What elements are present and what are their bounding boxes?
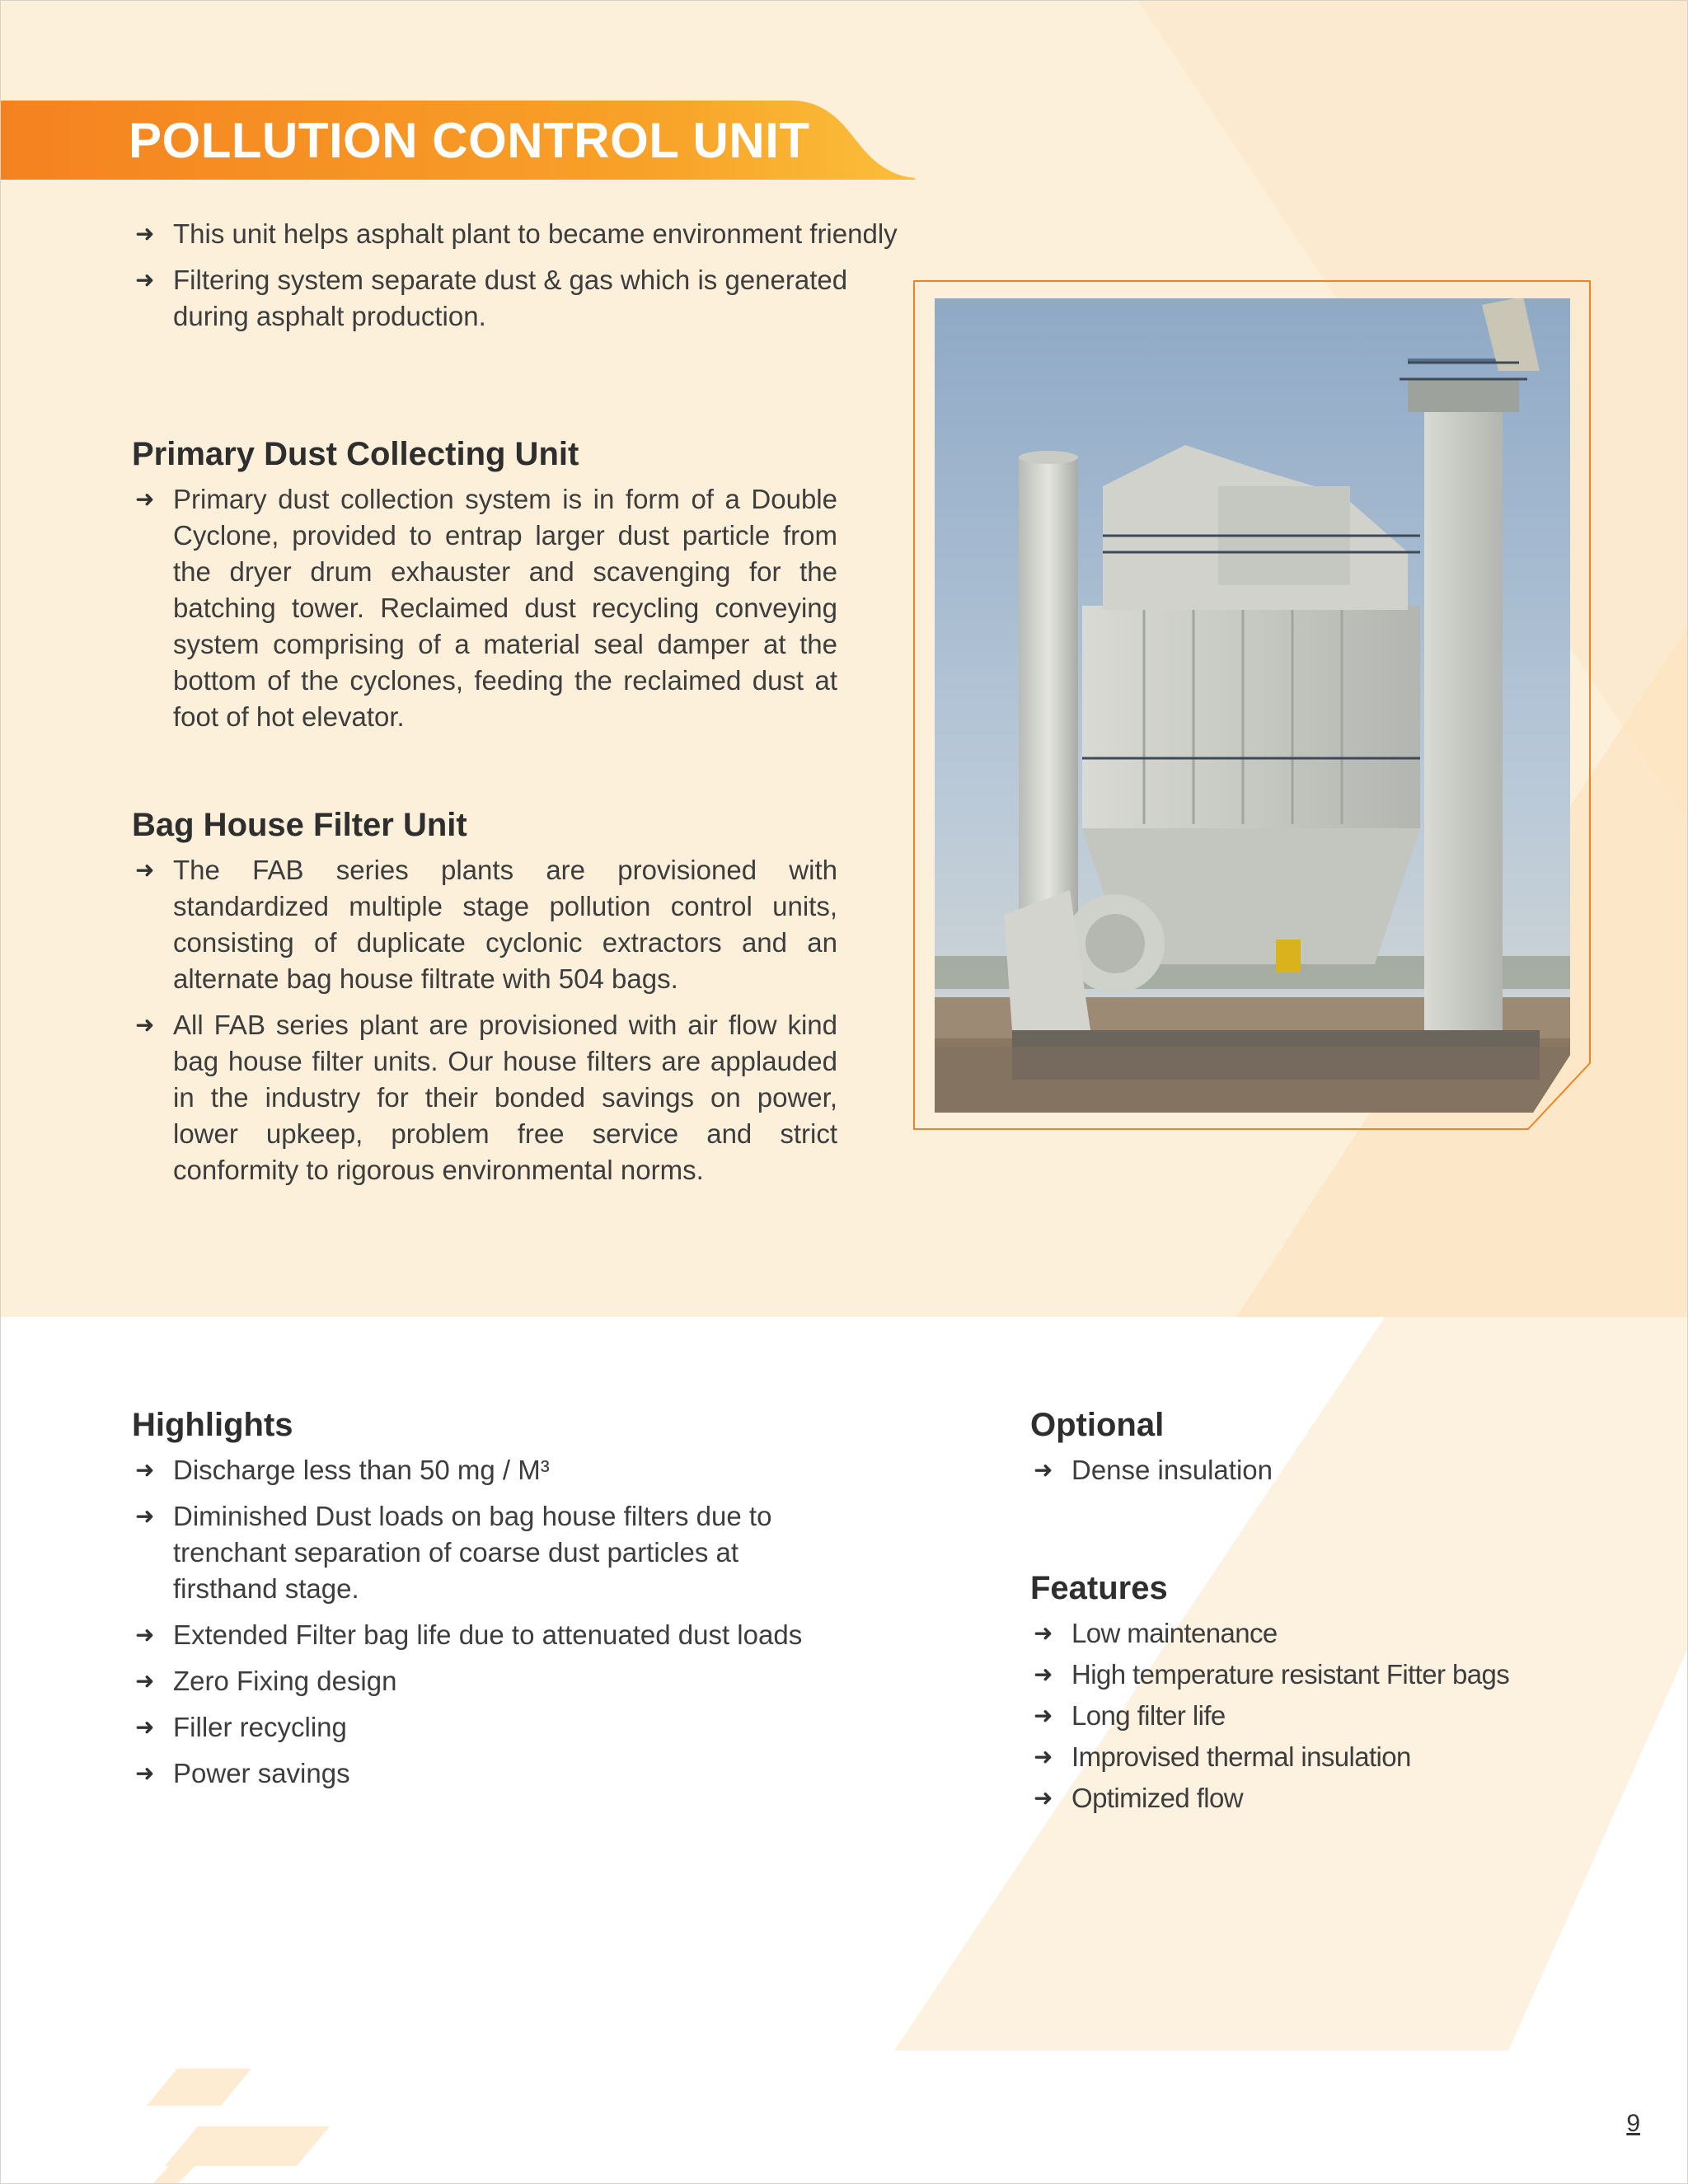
arrow-icon: ➜ (135, 486, 155, 512)
list-item: ➜ All FAB series plant are provisioned with air flow kind bag house filter units. Our house filters are applauded in the industry for their bonded savings on power, lower upkeep, problem free service and strict conformity to rigorous environmental norms. (132, 1007, 837, 1188)
list-item: ➜ Filtering system separate dust & gas which is generated during asphalt production. (132, 262, 907, 335)
list-item: ➜ Filler recycling (132, 1709, 824, 1746)
highlights-heading: Highlights (132, 1407, 293, 1443)
primary-dust-heading: Primary Dust Collecting Unit (132, 436, 579, 472)
page-title: POLLUTION CONTROL UNIT (129, 113, 810, 168)
arrow-icon: ➜ (1034, 1620, 1053, 1646)
features-list (1030, 1615, 1624, 1821)
features-heading: Features (1030, 1570, 1168, 1606)
arrow-icon: ➜ (135, 857, 155, 883)
primary-dust-list (132, 481, 837, 745)
highlights-list (132, 1452, 824, 1802)
page-number: 9 (1626, 2110, 1640, 2137)
list-item: ➜ Discharge less than 50 mg / M³ (132, 1452, 824, 1488)
arrow-icon: ➜ (135, 267, 155, 293)
list-item: ➜ This unit helps asphalt plant to became environment friendly (132, 216, 907, 252)
arrow-icon: ➜ (135, 1503, 155, 1529)
list-item: ➜ High temperature resistant Fitter bags (1030, 1657, 1624, 1693)
list-item: ➜ Extended Filter bag life due to attenuated dust loads (132, 1617, 824, 1653)
intro-list (132, 216, 907, 344)
arrow-icon: ➜ (135, 1760, 155, 1786)
list-item: ➜ Low maintenance (1030, 1615, 1624, 1652)
arrow-icon: ➜ (1034, 1457, 1053, 1483)
list-item: ➜ Zero Fixing design (132, 1663, 824, 1699)
list-item: ➜ Primary dust collection system is in form of a Double Cyclone, provided to entrap larger dust particle from the dryer drum exhauster and scavenging for the batching tower. Reclaimed dust recycling conveying system comprising of a material seal damper at the bottom of the cyclones, feeding the reclaimed dust at foot of hot elevator. (132, 481, 837, 735)
arrow-icon: ➜ (135, 1668, 155, 1694)
list-item: ➜ Optimized flow (1030, 1780, 1624, 1816)
bag-house-heading: Bag House Filter Unit (132, 807, 467, 843)
plant-photo (913, 280, 1591, 1131)
arrow-icon: ➜ (1034, 1744, 1053, 1769)
arrow-icon: ➜ (135, 1714, 155, 1740)
arrow-icon: ➜ (135, 1012, 155, 1038)
arrow-icon: ➜ (1034, 1661, 1053, 1687)
arrow-icon: ➜ (135, 1622, 155, 1647)
optional-list (1030, 1452, 1607, 1498)
list-item: ➜ Improvised thermal insulation (1030, 1739, 1624, 1775)
list-item: ➜ Power savings (132, 1755, 824, 1792)
arrow-icon: ➜ (1034, 1703, 1053, 1728)
list-item: ➜ Long filter life (1030, 1698, 1624, 1734)
list-item: ➜ The FAB series plants are provisioned with standardized multiple stage pollution control units, consisting of duplicate cyclonic extractors and an alternate bag house filtrate with 504 bags. (132, 852, 837, 997)
arrow-icon: ➜ (135, 1457, 155, 1483)
arrow-icon: ➜ (135, 221, 155, 246)
list-item: ➜ Diminished Dust loads on bag house filters due to trenchant separation of coarse dust particles at firsthand stage. (132, 1498, 824, 1607)
list-item: ➜ Dense insulation (1030, 1452, 1607, 1488)
optional-heading: Optional (1030, 1407, 1165, 1443)
bag-house-list (132, 852, 837, 1198)
arrow-icon: ➜ (1034, 1785, 1053, 1811)
